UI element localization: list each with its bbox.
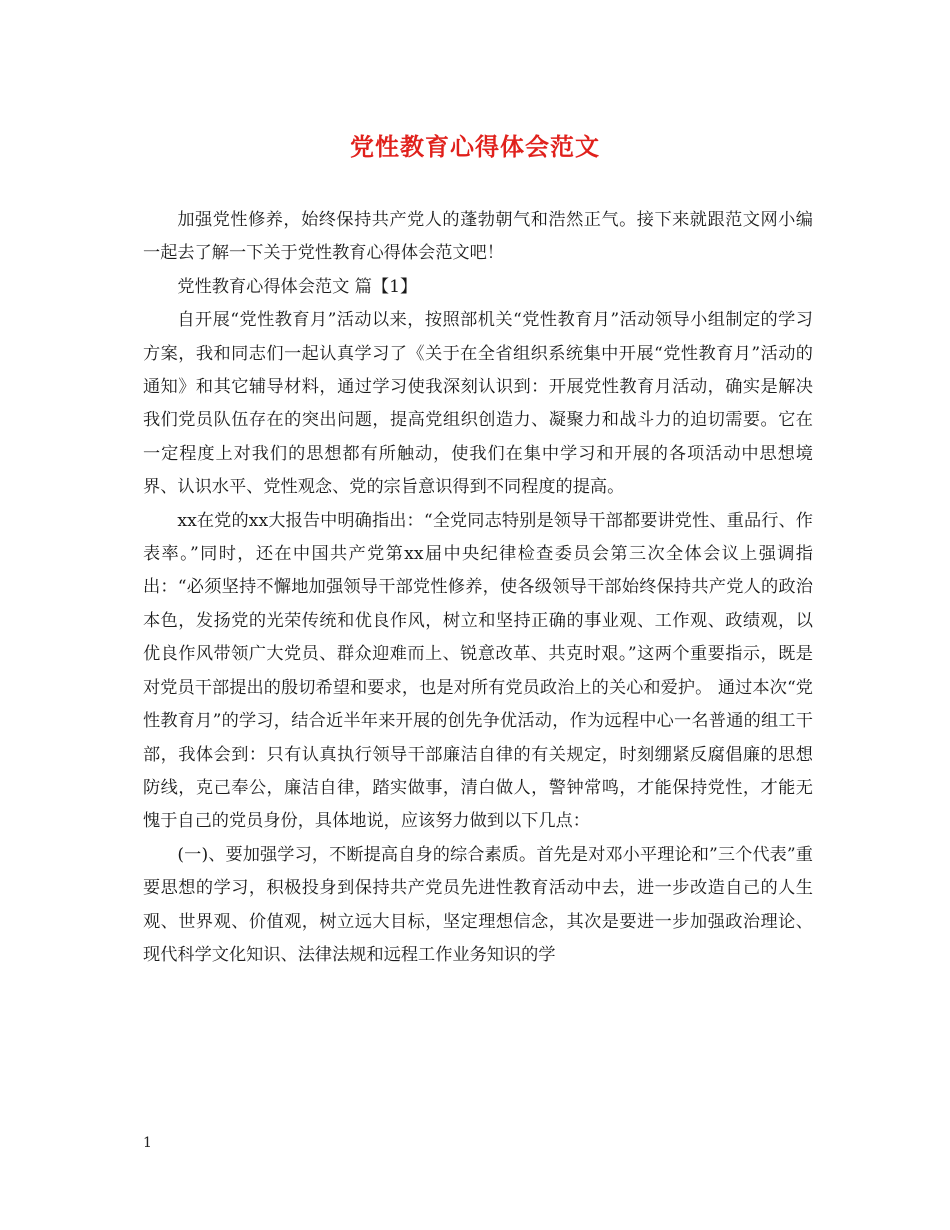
section-heading: 党性教育心得体会范文 篇【1】 [177,276,418,297]
page-number: 1 [143,1135,152,1151]
intro-paragraph: 加强党性修养，始终保持共产党人的蓬勃朝气和浩然正气。接下来就跟范文网小编一起去了解一下关于党性教育心得体会范文吧！ [143,210,813,264]
document-title: 党性教育心得体会范文 [350,132,600,161]
document-body [143,204,813,972]
body-paragraph: xx在党的xx大报告中明确指出：“全党同志特别是领导干部都要讲党性、重品行、作表率。”同时，还在中国共产党第xx届中央纪律检查委员会第三次全体会议上强调指出：“必须坚持不懈地加强领导干部党性修养，使各级领导干部始终保持共产党人的政治本色，发扬党的光荣传统和优良作风，树立和坚持正确的事业观、工作观、政绩观，以优良作风带领广大党员、群众迎难而上、锐意改革、共克时艰。”这两个重要指示，既是对党员干部提出的殷切希望和要求，也是对所有党员政治上的关心和爱护。 通过本次“党性教育月”的学习，结合近半年来开展的创先争优活动，作为远程中心一名普通的组工干部，我体会到：只有认真执行领导干部廉洁自律的有关规定，时刻绷紧反腐倡廉的思想防线，克己奉公，廉洁自律，踏实做事，清白做人，警钟常鸣，才能保持党性，才能无愧于自己的党员身份，具体地说，应该努力做到以下几点： [143,510,813,832]
body-paragraph: 自开展“党性教育月”活动以来，按照部机关“党性教育月”活动领导小组制定的学习方案，我和同志们一起认真学习了《关于在全省组织系统集中开展“党性教育月”活动的通知》和其它辅导材料，通过学习使我深刻认识到：开展党性教育月活动，确实是解决我们党员队伍存在的突出问题，提高党组织创造力、凝聚力和战斗力的迫切需要。它在一定程度上对我们的思想都有所触动，使我们在集中学习和开展的各项活动中思想境界、认识水平、党性观念、党的宗旨意识得到不同程度的提高。 [143,310,813,498]
body-paragraph: (一)、要加强学习，不断提高自身的综合素质。首先是对邓小平理论和”三个代表”重要思想的学习，积极投身到保持共产党员先进性教育活动中去，进一步改造自己的人生观、世界观、价值观，树立远大目标，坚定理想信念，其次是要进一步加强政治理论、现代科学文化知识、法律法规和远程工作业务知识的学 [143,844,813,965]
